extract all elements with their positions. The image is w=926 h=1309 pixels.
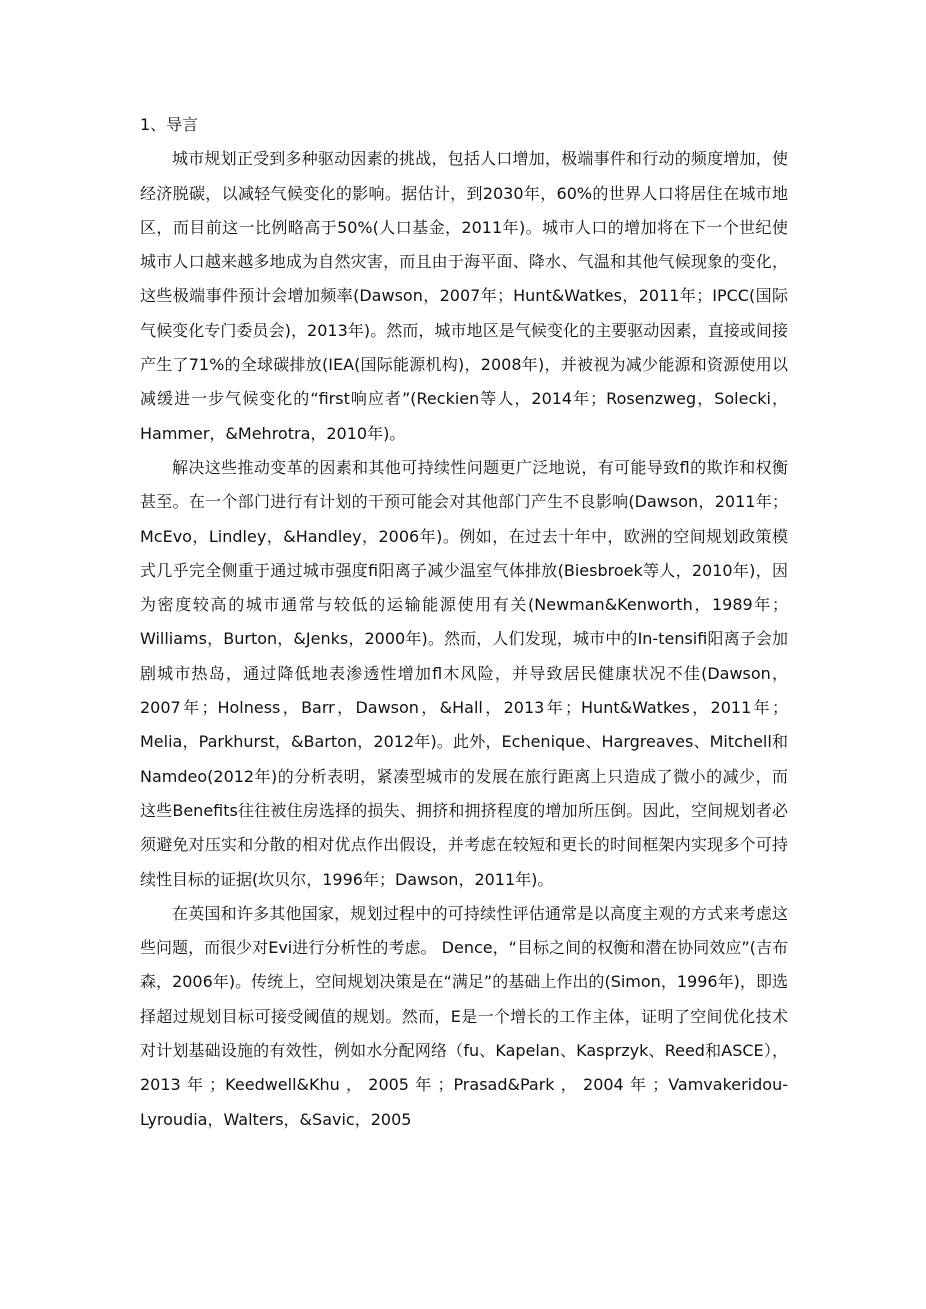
section-heading: 1、导言: [140, 115, 199, 134]
paragraph-3: 在英国和许多其他国家，规划过程中的可持续性评估通常是以高度主观的方式来考虑这些问题，而很少对Evi进行分析性的考虑。 Dence，“目标之间的权衡和潜在协同效应”(吉布森，2006年)。传统上，空间规划决策是在“满足”的基础上作出的(Simon，1996年)，即选择超过规划目标可接受阈值的规划。然而，E是一个增长的工作主体，证明了空间优化技术对计划基础设施的有效性，例如水分配网络（fu、Kapelan、Kasprzyk、Reed和ASCE）， 2013年；Keedwell&Khu，2005年；Prasad&Park，2004年；Vamvakeridou-Lyroudia，Walters，&Savic，2005: [140, 903, 788, 1129]
paragraph-2: 解决这些推动变革的因素和其他可持续性问题更广泛地说，有可能导致fl的欺诈和权衡甚至。在一个部门进行有计划的干预可能会对其他部门产生不良影响(Dawson，2011年；McEvo，Lindley，&Handley，2006年)。例如，在过去十年中，欧洲的空间规划政策模式几乎完全侧重于通过城市强度fi阳离子减少温室气体排放(Biesbroek等人，2010年)，因为密度较高的城市通常与较低的运输能源使用有关(Newman&Kenworth，1989年；Williams，Burton，&Jenks，2000年)。然而，人们发现，城市中的In-tensifi阳离子会加剧城市热岛，通过降低地表渗透性增加fl木风险，并导致居民健康状况不佳(Dawson，2007年；Holness，Barr，Dawson，&Hall，2013年；Hunt&Watkes，2011年；Melia，Parkhurst，&Barton，2012年)。此外，Echenique、Hargreaves、Mitchell和Namdeo(2012年)的分析表明，紧凑型城市的发展在旅行距离上只造成了微小的减少，而这些Benefits往往被住房选择的损失、拥挤和拥挤程度的增加所压倒。因此，空间规划者必须避免对压实和分散的相对优点作出假设，并考虑在较短和更长的时间框架内实现多个可持续性目标的证据(坎贝尔，1996年；Dawson，2011年)。: [140, 457, 788, 889]
document-body: [140, 108, 788, 1137]
paragraph-1: 城市规划正受到多种驱动因素的挑战，包括人口增加，极端事件和行动的频度增加，使经济脱碳，以减轻气候变化的影响。据估计，到2030年，60%的世界人口将居住在城市地区，而目前这一比例略高于50%(人口基金，2011年)。城市人口的增加将在下一个世纪使城市人口越来越多地成为自然灾害，而且由于海平面、降水、气温和其他气候现象的变化，这些极端事件预计会增加频率(Dawson，2007年；Hunt&Watkes，2011年；IPCC(国际气候变化专门委员会)，2013年)。然而，城市地区是气候变化的主要驱动因素，直接或间接产生了71%的全球碳排放(IEA(国际能源机构)，2008年)，并被视为减少能源和资源使用以减缓进一步气候变化的“first响应者”(Reckien等人，2014年；Rosenzweg，Solecki，Hammer，&Mehrotra，2010年)。: [140, 149, 788, 443]
